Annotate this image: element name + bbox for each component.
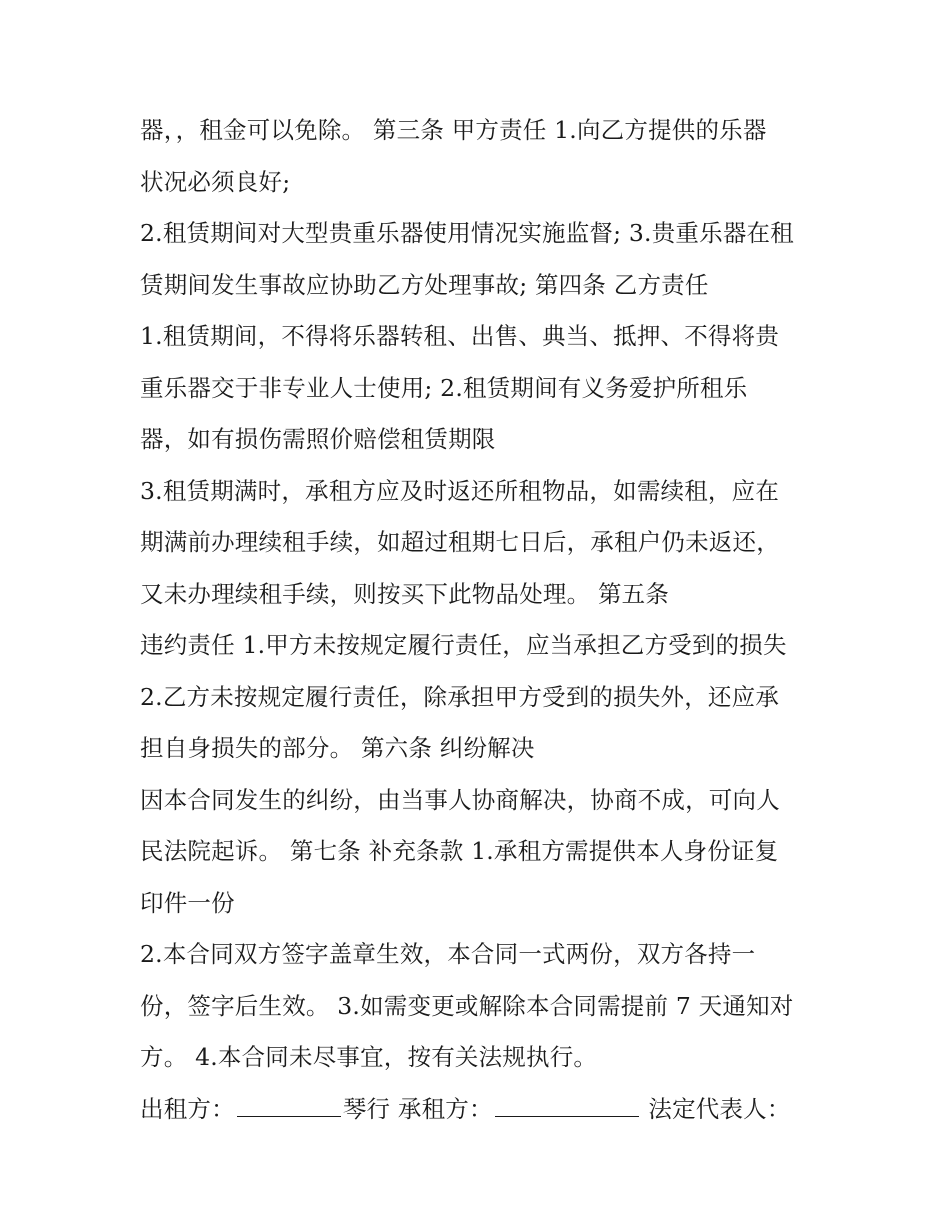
text-line: 2.乙方未按规定履行责任，除承担甲方受到的损失外，还应承: [140, 682, 780, 711]
text-line: 民法院起诉。 第七条 补充条款 1.承租方需提供本人身份证复: [140, 837, 779, 865]
text-line: 2.租赁期间对大型贵重乐器使用情况实施监督; 3.贵重乐器在租: [140, 219, 794, 247]
text-line: 期满前办理续租手续，如超过租期七日后，承租户仍未返还，: [140, 528, 780, 556]
lessor-suffix: 琴行: [342, 1094, 391, 1123]
text-line: 1.租赁期间，不得将乐器转租、出售、典当、抵押、不得将贵: [140, 322, 780, 350]
text-line: 2.本合同双方签字盖章生效，本合同一式两份，双方各持一: [140, 940, 756, 968]
text-line: 状况必须良好;: [140, 167, 291, 196]
text-line: 担自身损失的部分。 第六条 纠纷解决: [140, 734, 535, 762]
lessor-label: 出租方：: [140, 1094, 235, 1123]
text-line: 赁期间发生事故应协助乙方处理事故; 第四条 乙方责任: [140, 270, 709, 299]
contract-body: [140, 108, 820, 1138]
lessee-label: 承租方：: [397, 1094, 493, 1123]
text-line: 又未办理续租手续，则按买下此物品处理。 第五条: [140, 579, 670, 608]
text-line: 因本合同发生的纠纷，由当事人协商解决，协商不成，可向人: [140, 785, 780, 814]
lessee-blank[interactable]: [495, 1094, 639, 1117]
text-line: 违约责任 1.甲方未按规定履行责任，应当承担乙方受到的损失: [140, 631, 787, 659]
text-line: 器，，租金可以免除。 第三条 甲方责任 1.向乙方提供的乐器: [140, 116, 767, 144]
text-line: 器，如有损伤需照价赔偿租赁期限: [140, 425, 496, 453]
signature-line: [140, 1087, 820, 1139]
text-line: 份，签字后生效。 3.如需变更或解除本合同需提前 7 天通知对: [140, 991, 794, 1020]
text-line: 方。 4.本合同未尽事宜，按有关法规执行。: [140, 1043, 598, 1071]
text-line: 3.租赁期满时，承租方应及时返还所租物品，如需续租，应在: [140, 476, 780, 505]
text-line: 重乐器交于非专业人士使用; 2.租赁期间有义务爱护所租乐: [140, 373, 748, 402]
text-line: 印件一份: [140, 888, 235, 917]
legal-rep-label: 法定代表人：: [648, 1094, 791, 1123]
lessor-blank[interactable]: [237, 1094, 341, 1117]
